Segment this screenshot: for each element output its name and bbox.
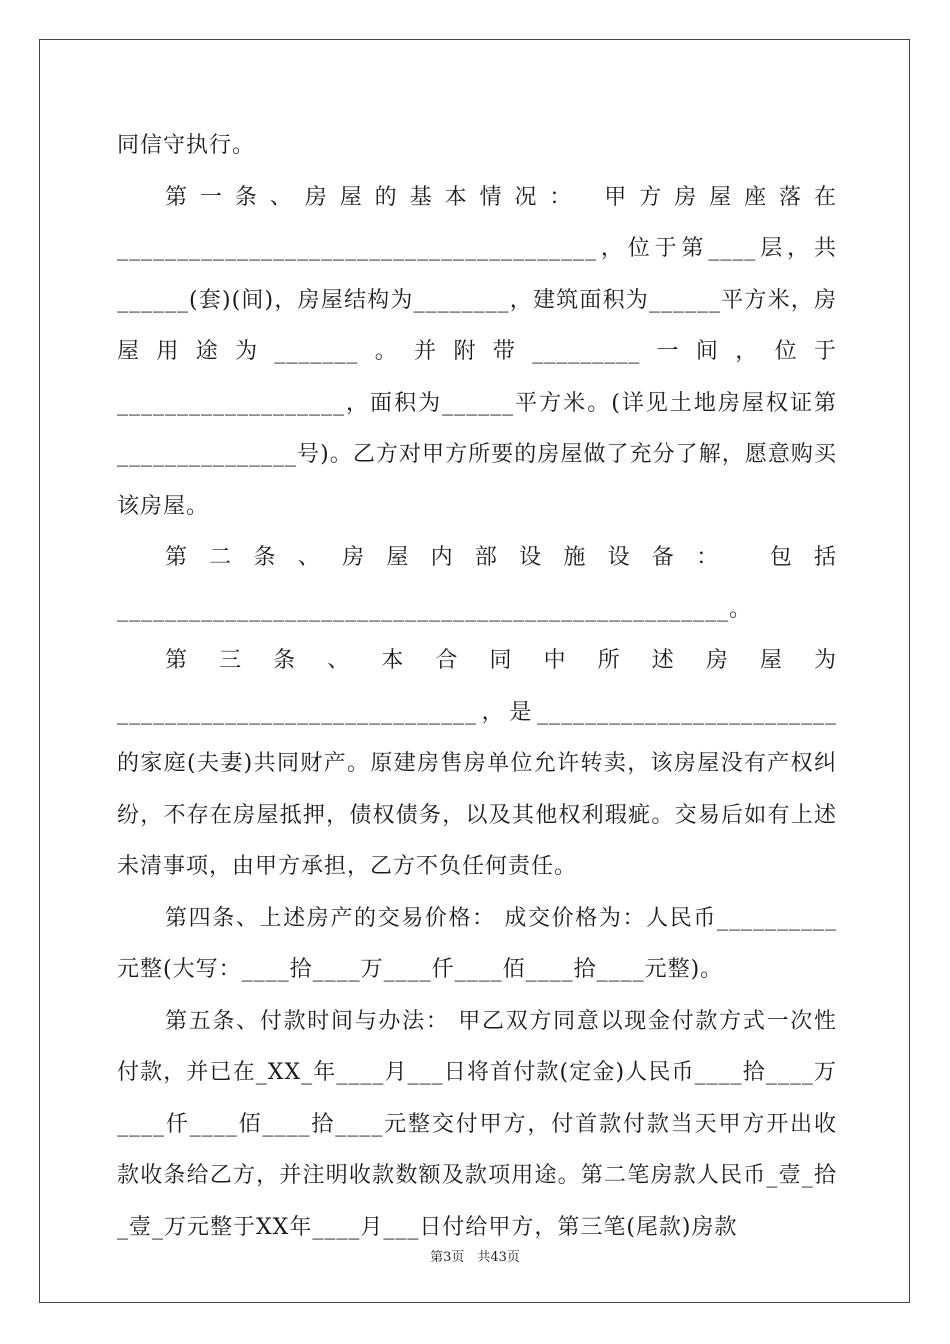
paragraph-article-1: [117, 172, 837, 533]
paragraph-article-5: [117, 996, 837, 1254]
document-body: [117, 120, 837, 1253]
paragraph-continuation: [117, 120, 837, 172]
paragraph-text: 同信守执行。: [117, 133, 256, 158]
paragraph-article-2: [117, 532, 837, 635]
paragraph-text: 第四条、上述房产的交易价格： 成交价格为：人民币__________元整(大写：____拾____万____仟____佰____拾____元整)。: [117, 905, 837, 982]
paragraph-article-3: [117, 635, 837, 893]
paragraph-text: 第一条、房屋的基本情况： 甲方房屋座落在________________________________________，位于第____层，共______(套)(间)，房屋结构为________，建筑面积为______平方米，房屋用途为_______。并附带_________一间，位于___________________，面积为______平方米。(详见土地房屋权证第_______________号)。乙方对甲方所要的房屋做了充分了解，愿意购买该房屋。: [117, 184, 837, 519]
paragraph-text: 第三条、本合同中所述房屋为______________________________，是_________________________的家庭(夫妻)共同财产。原建房售房单位允许转卖，该房屋没有产权纠纷，不存在房屋抵押，债权债务，以及其他权利瑕疵。交易后如有上述未清事项，由甲方承担，乙方不负任何责任。: [117, 648, 837, 879]
paragraph-text: 第二条、房屋内部设施设备： 包括___________________________________________________。: [117, 545, 837, 622]
page-number-footer: 第3页 共43页: [430, 1250, 520, 1265]
paragraph-text: 第五条、付款时间与办法： 甲乙双方同意以现金付款方式一次性付款，并已在_XX_年____月___日将首付款(定金)人民币____拾____万____仟____佰____拾____元整交付甲方，付首款付款当天甲方开出收款收条给乙方，并注明收款数额及款项用途。第二笔房款人民币_壹_拾_壹_万元整于XX年____月___日付给甲方，第三笔(尾款)房款: [117, 1008, 837, 1240]
paragraph-article-4: [117, 893, 837, 996]
